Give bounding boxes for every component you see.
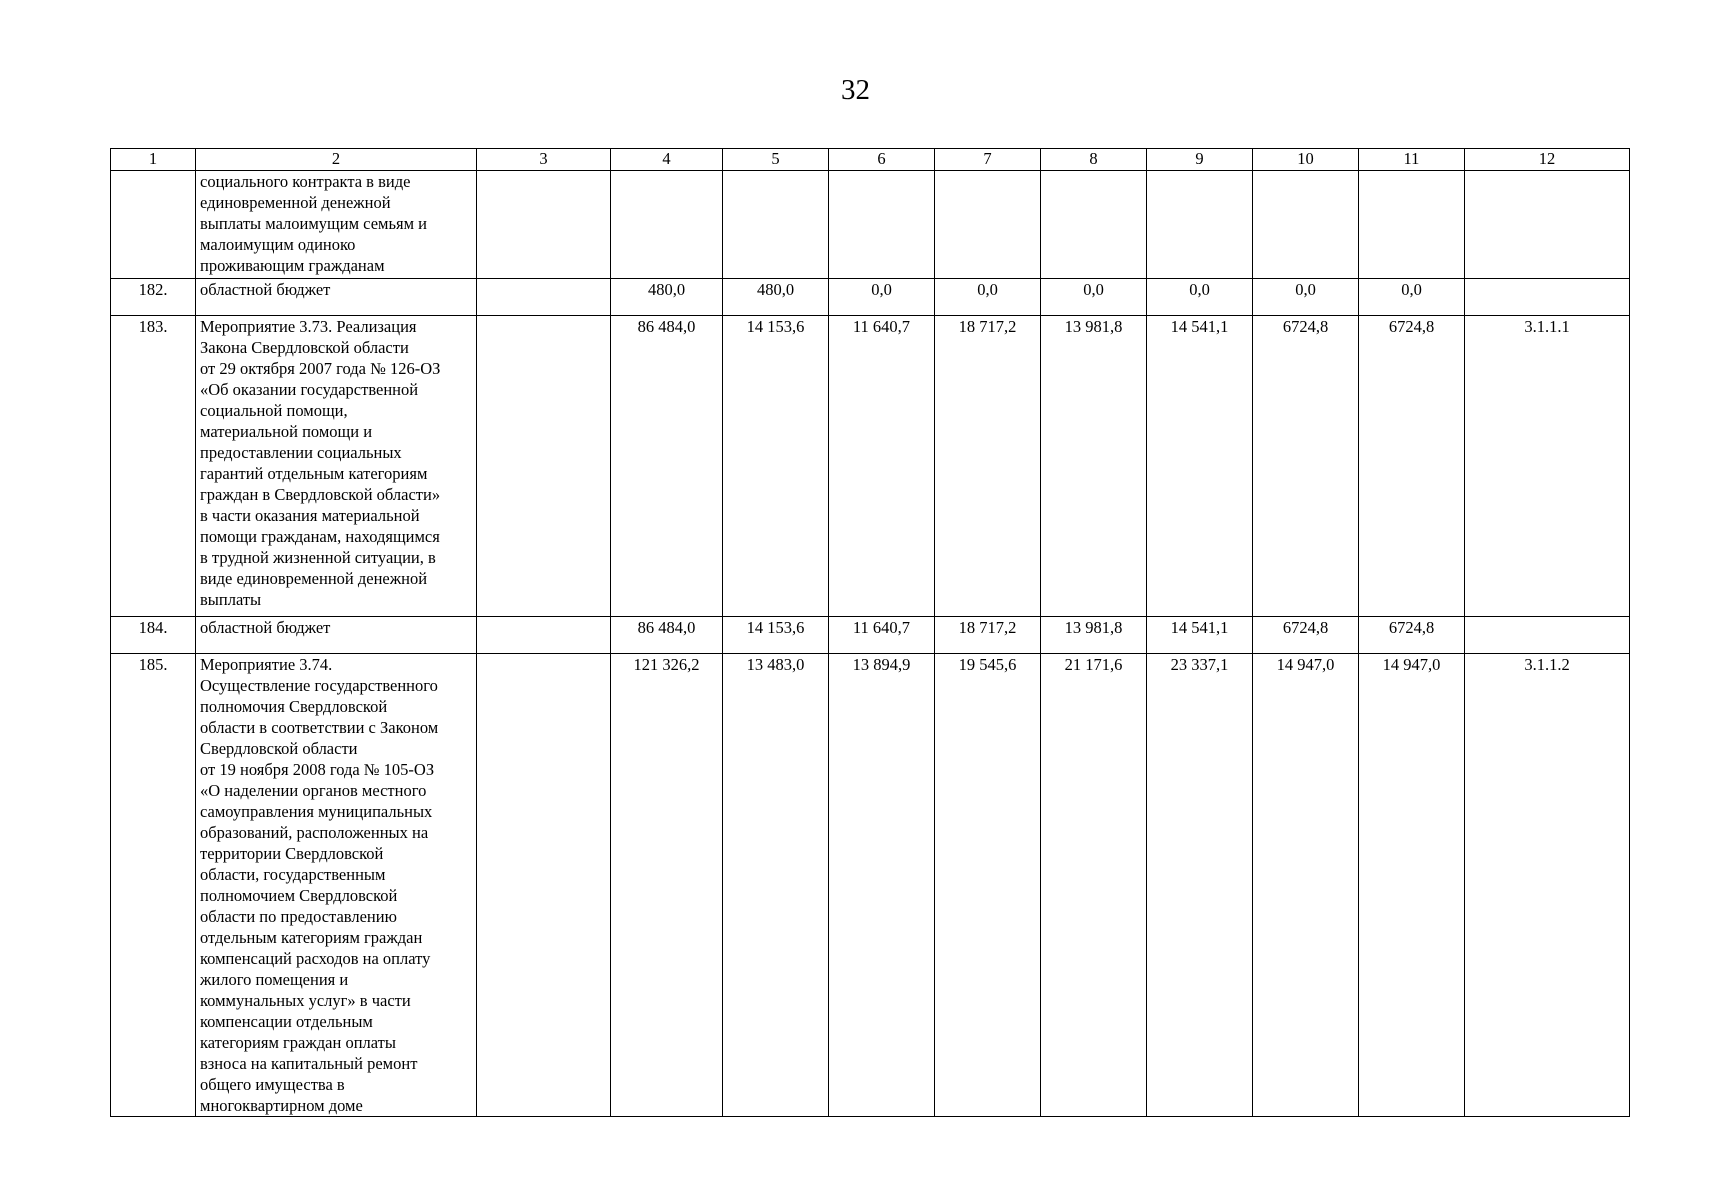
row-number: 182. <box>111 279 196 316</box>
row-value <box>1253 171 1359 279</box>
row-col3 <box>477 316 611 617</box>
row-number: 185. <box>111 654 196 1117</box>
row-value: 13 483,0 <box>723 654 829 1117</box>
row-value <box>829 171 935 279</box>
row-value: 0,0 <box>1359 279 1465 316</box>
row-col3 <box>477 279 611 316</box>
row-col3 <box>477 654 611 1117</box>
row-value: 0,0 <box>1253 279 1359 316</box>
row-value: 14 947,0 <box>1253 654 1359 1117</box>
row-value: 18 717,2 <box>935 316 1041 617</box>
column-header: 4 <box>611 149 723 171</box>
budget-table <box>110 148 1630 1117</box>
row-value: 480,0 <box>723 279 829 316</box>
row-value <box>723 171 829 279</box>
row-value: 19 545,6 <box>935 654 1041 1117</box>
row-value: 18 717,2 <box>935 617 1041 654</box>
row-name: Мероприятие 3.74. Осуществление государственного полномочия Свердловской области в соответствии с Законом Свердловской области от 19 ноября 2008 года № 105-ОЗ «О наделении органов местного самоуправления муниципальных образований, расположенных на территории Свердловской области, государственным полномочием Свердловской области по предоставлению отдельным категориям граждан компенсаций расходов на оплату жилого помещения и коммунальных услуг» в части компенсации отдельным категориям граждан оплаты взноса на капитальный ремонт общего имущества в многоквартирном доме <box>196 654 477 1117</box>
column-header: 2 <box>196 149 477 171</box>
row-ref: 3.1.1.1 <box>1465 316 1630 617</box>
table-row <box>111 654 1630 1117</box>
column-header: 11 <box>1359 149 1465 171</box>
row-number <box>111 171 196 279</box>
row-name: областной бюджет <box>196 279 477 316</box>
row-value: 23 337,1 <box>1147 654 1253 1117</box>
row-value: 11 640,7 <box>829 316 935 617</box>
column-header: 7 <box>935 149 1041 171</box>
row-value: 0,0 <box>935 279 1041 316</box>
row-col3 <box>477 171 611 279</box>
row-value <box>935 171 1041 279</box>
row-value: 121 326,2 <box>611 654 723 1117</box>
row-value: 6724,8 <box>1359 316 1465 617</box>
row-ref <box>1465 171 1630 279</box>
table-row <box>111 279 1630 316</box>
column-header: 8 <box>1041 149 1147 171</box>
row-ref: 3.1.1.2 <box>1465 654 1630 1117</box>
row-name: Мероприятие 3.73. Реализация Закона Свердловской области от 29 октября 2007 года № 126-ОЗ «Об оказании государственной социальной помощи, материальной помощи и предоставлении социальных гарантий отдельным категориям граждан в Свердловской области» в части оказания материальной помощи гражданам, находящимся в трудной жизненной ситуации, в виде единовременной денежной выплаты <box>196 316 477 617</box>
row-value: 0,0 <box>829 279 935 316</box>
table-row <box>111 316 1630 617</box>
row-value: 6724,8 <box>1253 316 1359 617</box>
row-value: 21 171,6 <box>1041 654 1147 1117</box>
column-header: 10 <box>1253 149 1359 171</box>
row-value: 86 484,0 <box>611 617 723 654</box>
row-value: 6724,8 <box>1253 617 1359 654</box>
column-header: 12 <box>1465 149 1630 171</box>
row-ref <box>1465 617 1630 654</box>
row-value: 14 541,1 <box>1147 617 1253 654</box>
column-header: 5 <box>723 149 829 171</box>
column-header: 1 <box>111 149 196 171</box>
row-value: 6724,8 <box>1359 617 1465 654</box>
row-value: 13 981,8 <box>1041 316 1147 617</box>
row-value: 14 153,6 <box>723 617 829 654</box>
row-number: 183. <box>111 316 196 617</box>
row-ref <box>1465 279 1630 316</box>
column-header: 9 <box>1147 149 1253 171</box>
row-value <box>611 171 723 279</box>
row-number: 184. <box>111 617 196 654</box>
row-value: 0,0 <box>1041 279 1147 316</box>
row-value: 13 894,9 <box>829 654 935 1117</box>
row-value: 14 541,1 <box>1147 316 1253 617</box>
row-col3 <box>477 617 611 654</box>
column-header: 3 <box>477 149 611 171</box>
column-number-row <box>111 149 1630 171</box>
row-value: 14 153,6 <box>723 316 829 617</box>
column-header: 6 <box>829 149 935 171</box>
row-value: 480,0 <box>611 279 723 316</box>
row-value: 11 640,7 <box>829 617 935 654</box>
row-value: 0,0 <box>1147 279 1253 316</box>
row-value: 86 484,0 <box>611 316 723 617</box>
table-row <box>111 171 1630 279</box>
page-number: 32 <box>841 74 870 106</box>
row-value <box>1359 171 1465 279</box>
table-row <box>111 617 1630 654</box>
row-value <box>1041 171 1147 279</box>
row-value <box>1147 171 1253 279</box>
row-value: 14 947,0 <box>1359 654 1465 1117</box>
row-value: 13 981,8 <box>1041 617 1147 654</box>
row-name: областной бюджет <box>196 617 477 654</box>
row-name: социального контракта в виде единовременной денежной выплаты малоимущим семьям и малоимущим одиноко проживающим гражданам <box>196 171 477 279</box>
